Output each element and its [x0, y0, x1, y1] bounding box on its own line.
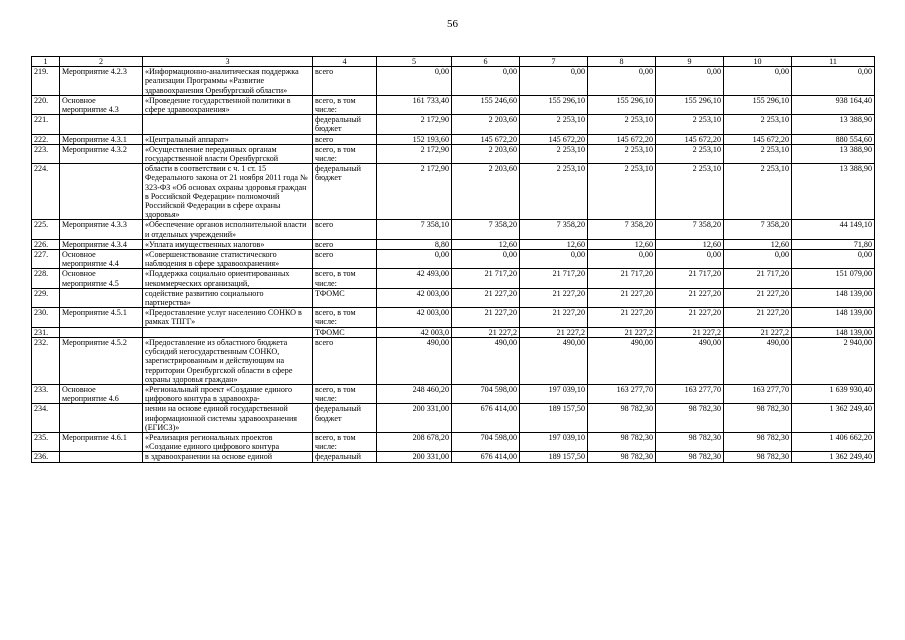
- activity-type: Основное мероприятие 4.4: [60, 250, 143, 269]
- amount-cell: 21 227,20: [452, 288, 520, 307]
- table-row: [32, 404, 875, 433]
- header-row: [32, 57, 875, 67]
- amount-cell: 21 717,20: [724, 269, 792, 288]
- row-index: 232.: [32, 337, 60, 384]
- amount-cell: 12,60: [588, 239, 656, 249]
- activity-type: Мероприятие 4.5.2: [60, 337, 143, 384]
- amount-cell: 21 227,20: [452, 308, 520, 327]
- col-header: 10: [724, 57, 792, 67]
- col-header: 9: [656, 57, 724, 67]
- amount-cell: 98 782,30: [724, 432, 792, 451]
- amount-cell: 98 782,30: [656, 404, 724, 433]
- amount-cell: 490,00: [724, 337, 792, 384]
- amount-cell: 0,00: [656, 67, 724, 96]
- row-index: 221.: [32, 115, 60, 134]
- amount-cell: 21 227,2: [588, 327, 656, 337]
- amount-cell: 21 227,20: [656, 308, 724, 327]
- amount-cell: 2 253,10: [520, 164, 588, 220]
- amount-cell: 7 358,10: [377, 220, 452, 239]
- amount-cell: 13 388,90: [792, 144, 875, 163]
- table-row: [32, 67, 875, 96]
- amount-cell: 490,00: [377, 337, 452, 384]
- amount-cell: 0,00: [792, 67, 875, 96]
- amount-cell: 0,00: [792, 250, 875, 269]
- amount-cell: 0,00: [452, 67, 520, 96]
- activity-name: «Осуществление переданных органам государственной власти Оренбургской: [143, 144, 313, 163]
- table-row: [32, 269, 875, 288]
- amount-cell: 163 277,70: [588, 384, 656, 403]
- funding-source: ТФОМС: [313, 327, 377, 337]
- row-index: 235.: [32, 432, 60, 451]
- funding-source: ТФОМС: [313, 288, 377, 307]
- amount-cell: 42 003,0: [377, 327, 452, 337]
- amount-cell: 0,00: [724, 67, 792, 96]
- table-row: [32, 452, 875, 462]
- amount-cell: 44 149,10: [792, 220, 875, 239]
- table-row: [32, 115, 875, 134]
- row-index: 234.: [32, 404, 60, 433]
- amount-cell: 200 331,00: [377, 404, 452, 433]
- amount-cell: 21 227,2: [656, 327, 724, 337]
- amount-cell: 21 227,2: [520, 327, 588, 337]
- amount-cell: 2 253,10: [588, 164, 656, 220]
- amount-cell: 148 139,00: [792, 308, 875, 327]
- budget-table: [31, 56, 875, 463]
- amount-cell: 0,00: [520, 250, 588, 269]
- funding-source: всего, в том числе:: [313, 432, 377, 451]
- amount-cell: 2 203,60: [452, 164, 520, 220]
- amount-cell: 7 358,20: [520, 220, 588, 239]
- amount-cell: 21 717,20: [656, 269, 724, 288]
- amount-cell: 2 172,90: [377, 164, 452, 220]
- amount-cell: 42 493,00: [377, 269, 452, 288]
- amount-cell: 152 193,60: [377, 134, 452, 144]
- activity-type: Основное мероприятие 4.6: [60, 384, 143, 403]
- amount-cell: 2 172,90: [377, 115, 452, 134]
- amount-cell: 0,00: [452, 250, 520, 269]
- funding-source: всего, в том числе:: [313, 384, 377, 403]
- amount-cell: 148 139,00: [792, 288, 875, 307]
- activity-name: «Проведение государственной политики в сфере здравоохранения»: [143, 95, 313, 114]
- amount-cell: 880 554,60: [792, 134, 875, 144]
- funding-source: всего, в том числе:: [313, 95, 377, 114]
- activity-type: [60, 164, 143, 220]
- amount-cell: 2 203,60: [452, 144, 520, 163]
- amount-cell: 2 253,10: [656, 144, 724, 163]
- amount-cell: 0,00: [656, 250, 724, 269]
- row-index: 230.: [32, 308, 60, 327]
- amount-cell: 197 039,10: [520, 432, 588, 451]
- amount-cell: 21 227,20: [656, 288, 724, 307]
- activity-name: «Реализация региональных проектов «Создание единого цифрового контура: [143, 432, 313, 451]
- amount-cell: 0,00: [724, 250, 792, 269]
- amount-cell: 21 227,20: [588, 288, 656, 307]
- activity-type: [60, 404, 143, 433]
- funding-source: всего: [313, 220, 377, 239]
- amount-cell: 208 678,20: [377, 432, 452, 451]
- amount-cell: 145 672,20: [588, 134, 656, 144]
- amount-cell: 0,00: [377, 250, 452, 269]
- activity-type: Основное мероприятие 4.3: [60, 95, 143, 114]
- amount-cell: 21 717,20: [588, 269, 656, 288]
- amount-cell: 490,00: [520, 337, 588, 384]
- col-header: 2: [60, 57, 143, 67]
- amount-cell: 2 203,60: [452, 115, 520, 134]
- amount-cell: 145 672,20: [656, 134, 724, 144]
- activity-type: [60, 288, 143, 307]
- funding-source: всего, в том числе:: [313, 144, 377, 163]
- amount-cell: 2 253,10: [520, 144, 588, 163]
- amount-cell: 2 253,10: [724, 164, 792, 220]
- amount-cell: 7 358,20: [588, 220, 656, 239]
- amount-cell: 2 253,10: [656, 164, 724, 220]
- activity-type: [60, 452, 143, 462]
- funding-source: всего: [313, 250, 377, 269]
- activity-name: «Поддержка социально ориентированных некоммерческих организаций,: [143, 269, 313, 288]
- row-index: 229.: [32, 288, 60, 307]
- col-header: 11: [792, 57, 875, 67]
- funding-source: федеральный бюджет: [313, 164, 377, 220]
- amount-cell: 148 139,00: [792, 327, 875, 337]
- amount-cell: 71,80: [792, 239, 875, 249]
- funding-source: всего: [313, 134, 377, 144]
- activity-type: Мероприятие 4.2.3: [60, 67, 143, 96]
- activity-name: «Информационно-аналитическая поддержка реализации Программы «Развитие здравоохранения Оренбургской области»: [143, 67, 313, 96]
- amount-cell: 21 717,20: [452, 269, 520, 288]
- amount-cell: 2 253,10: [724, 115, 792, 134]
- activity-type: [60, 115, 143, 134]
- activity-type: Мероприятие 4.3.3: [60, 220, 143, 239]
- amount-cell: 21 717,20: [520, 269, 588, 288]
- activity-type: Мероприятие 4.6.1: [60, 432, 143, 451]
- activity-name: «Предоставление из областного бюджета субсидий негосударственным СОНКО, зарегистрированным и действующим на территории Оренбургской области в сфере охраны здоровья граждан»: [143, 337, 313, 384]
- amount-cell: 145 672,20: [724, 134, 792, 144]
- activity-name: «Региональный проект «Создание единого цифрового контура в здравоохра-: [143, 384, 313, 403]
- activity-name: «Центральный аппарат»: [143, 134, 313, 144]
- amount-cell: 98 782,30: [656, 432, 724, 451]
- amount-cell: 7 358,20: [452, 220, 520, 239]
- amount-cell: 151 079,00: [792, 269, 875, 288]
- table-row: [32, 288, 875, 307]
- amount-cell: 12,60: [656, 239, 724, 249]
- amount-cell: 1 362 249,40: [792, 452, 875, 462]
- row-index: 222.: [32, 134, 60, 144]
- table-row: [32, 337, 875, 384]
- amount-cell: 155 246,60: [452, 95, 520, 114]
- amount-cell: 490,00: [656, 337, 724, 384]
- amount-cell: 704 598,00: [452, 384, 520, 403]
- amount-cell: 155 296,10: [520, 95, 588, 114]
- funding-source: федеральный бюджет: [313, 115, 377, 134]
- amount-cell: 163 277,70: [656, 384, 724, 403]
- table-row: [32, 134, 875, 144]
- amount-cell: 1 406 662,20: [792, 432, 875, 451]
- activity-name: «Совершенствование статистического наблюдения в сфере здравоохранения»: [143, 250, 313, 269]
- activity-name: «Предоставление услуг населению СОНКО в рамках ТПГГ»: [143, 308, 313, 327]
- amount-cell: 490,00: [588, 337, 656, 384]
- activity-type: Мероприятие 4.3.1: [60, 134, 143, 144]
- table-row: [32, 239, 875, 249]
- amount-cell: 13 388,90: [792, 164, 875, 220]
- amount-cell: 248 460,20: [377, 384, 452, 403]
- row-index: 236.: [32, 452, 60, 462]
- activity-type: Мероприятие 4.3.4: [60, 239, 143, 249]
- amount-cell: 7 358,20: [724, 220, 792, 239]
- row-index: 231.: [32, 327, 60, 337]
- amount-cell: 21 227,20: [520, 288, 588, 307]
- amount-cell: 145 672,20: [520, 134, 588, 144]
- amount-cell: 98 782,30: [588, 452, 656, 462]
- amount-cell: 2 253,10: [656, 115, 724, 134]
- amount-cell: 1 362 249,40: [792, 404, 875, 433]
- amount-cell: 0,00: [377, 67, 452, 96]
- amount-cell: 98 782,30: [724, 452, 792, 462]
- amount-cell: 2 253,10: [588, 115, 656, 134]
- amount-cell: 676 414,00: [452, 452, 520, 462]
- col-header: 6: [452, 57, 520, 67]
- col-header: 7: [520, 57, 588, 67]
- activity-type: [60, 327, 143, 337]
- funding-source: всего, в том числе:: [313, 308, 377, 327]
- amount-cell: 155 296,10: [588, 95, 656, 114]
- amount-cell: 0,00: [588, 250, 656, 269]
- amount-cell: 13 388,90: [792, 115, 875, 134]
- funding-source: федеральный: [313, 452, 377, 462]
- activity-name: [143, 327, 313, 337]
- activity-name: в здравоохранении на основе единой: [143, 452, 313, 462]
- table-row: [32, 95, 875, 114]
- table-row: [32, 250, 875, 269]
- amount-cell: 21 227,20: [520, 308, 588, 327]
- amount-cell: 0,00: [520, 67, 588, 96]
- amount-cell: 197 039,10: [520, 384, 588, 403]
- activity-name: нении на основе единой государственной информационной системы здравоохранения (ЕГИСЗ)»: [143, 404, 313, 433]
- amount-cell: 21 227,20: [724, 288, 792, 307]
- amount-cell: 155 296,10: [656, 95, 724, 114]
- amount-cell: 938 164,40: [792, 95, 875, 114]
- amount-cell: 2 253,10: [588, 144, 656, 163]
- funding-source: федеральный бюджет: [313, 404, 377, 433]
- table-row: [32, 308, 875, 327]
- col-header: 4: [313, 57, 377, 67]
- amount-cell: 490,00: [452, 337, 520, 384]
- row-index: 220.: [32, 95, 60, 114]
- row-index: 227.: [32, 250, 60, 269]
- activity-name: «Уплата имущественных налогов»: [143, 239, 313, 249]
- row-index: 219.: [32, 67, 60, 96]
- amount-cell: 1 639 930,40: [792, 384, 875, 403]
- table-row: [32, 327, 875, 337]
- amount-cell: 21 227,2: [452, 327, 520, 337]
- row-index: 223.: [32, 144, 60, 163]
- amount-cell: 0,00: [588, 67, 656, 96]
- table-row: [32, 144, 875, 163]
- amount-cell: 189 157,50: [520, 452, 588, 462]
- activity-type: Мероприятие 4.5.1: [60, 308, 143, 327]
- amount-cell: 676 414,00: [452, 404, 520, 433]
- amount-cell: 12,60: [452, 239, 520, 249]
- row-index: 224.: [32, 164, 60, 220]
- activity-type: Мероприятие 4.3.2: [60, 144, 143, 163]
- row-index: 228.: [32, 269, 60, 288]
- amount-cell: 189 157,50: [520, 404, 588, 433]
- table-row: [32, 220, 875, 239]
- funding-source: всего: [313, 239, 377, 249]
- amount-cell: 8,80: [377, 239, 452, 249]
- col-header: 8: [588, 57, 656, 67]
- amount-cell: 704 598,00: [452, 432, 520, 451]
- row-index: 233.: [32, 384, 60, 403]
- col-header: 5: [377, 57, 452, 67]
- amount-cell: 98 782,30: [588, 432, 656, 451]
- amount-cell: 155 296,10: [724, 95, 792, 114]
- amount-cell: 2 940,00: [792, 337, 875, 384]
- amount-cell: 98 782,30: [588, 404, 656, 433]
- amount-cell: 21 227,20: [588, 308, 656, 327]
- amount-cell: 21 227,20: [724, 308, 792, 327]
- amount-cell: 145 672,20: [452, 134, 520, 144]
- row-index: 225.: [32, 220, 60, 239]
- activity-name: «Обеспечение органов исполнительной власти и отдельных учреждений»: [143, 220, 313, 239]
- amount-cell: 7 358,20: [656, 220, 724, 239]
- table-row: [32, 432, 875, 451]
- amount-cell: 98 782,30: [656, 452, 724, 462]
- funding-source: всего: [313, 337, 377, 384]
- page-number: 56: [447, 18, 458, 30]
- amount-cell: 2 172,90: [377, 144, 452, 163]
- activity-name: [143, 115, 313, 134]
- activity-name: содействие развитию социального партнерства»: [143, 288, 313, 307]
- amount-cell: 200 331,00: [377, 452, 452, 462]
- amount-cell: 98 782,30: [724, 404, 792, 433]
- funding-source: всего, в том числе:: [313, 269, 377, 288]
- amount-cell: 2 253,10: [520, 115, 588, 134]
- funding-source: всего: [313, 67, 377, 96]
- table-row: [32, 384, 875, 403]
- amount-cell: 161 733,40: [377, 95, 452, 114]
- amount-cell: 21 227,2: [724, 327, 792, 337]
- activity-name: области в соответствии с ч. 1 ст. 15 Федерального закона от 21 ноября 2011 года № 323-ФЗ «Об основах охраны здоровья граждан в Российской Федерации» полномочий Российской Федерации в сфере охраны здоровья»: [143, 164, 313, 220]
- amount-cell: 42 003,00: [377, 288, 452, 307]
- activity-type: Основное мероприятие 4.5: [60, 269, 143, 288]
- amount-cell: 42 003,00: [377, 308, 452, 327]
- col-header: 1: [32, 57, 60, 67]
- amount-cell: 163 277,70: [724, 384, 792, 403]
- col-header: 3: [143, 57, 313, 67]
- amount-cell: 12,60: [724, 239, 792, 249]
- table-row: [32, 164, 875, 220]
- amount-cell: 2 253,10: [724, 144, 792, 163]
- row-index: 226.: [32, 239, 60, 249]
- amount-cell: 12,60: [520, 239, 588, 249]
